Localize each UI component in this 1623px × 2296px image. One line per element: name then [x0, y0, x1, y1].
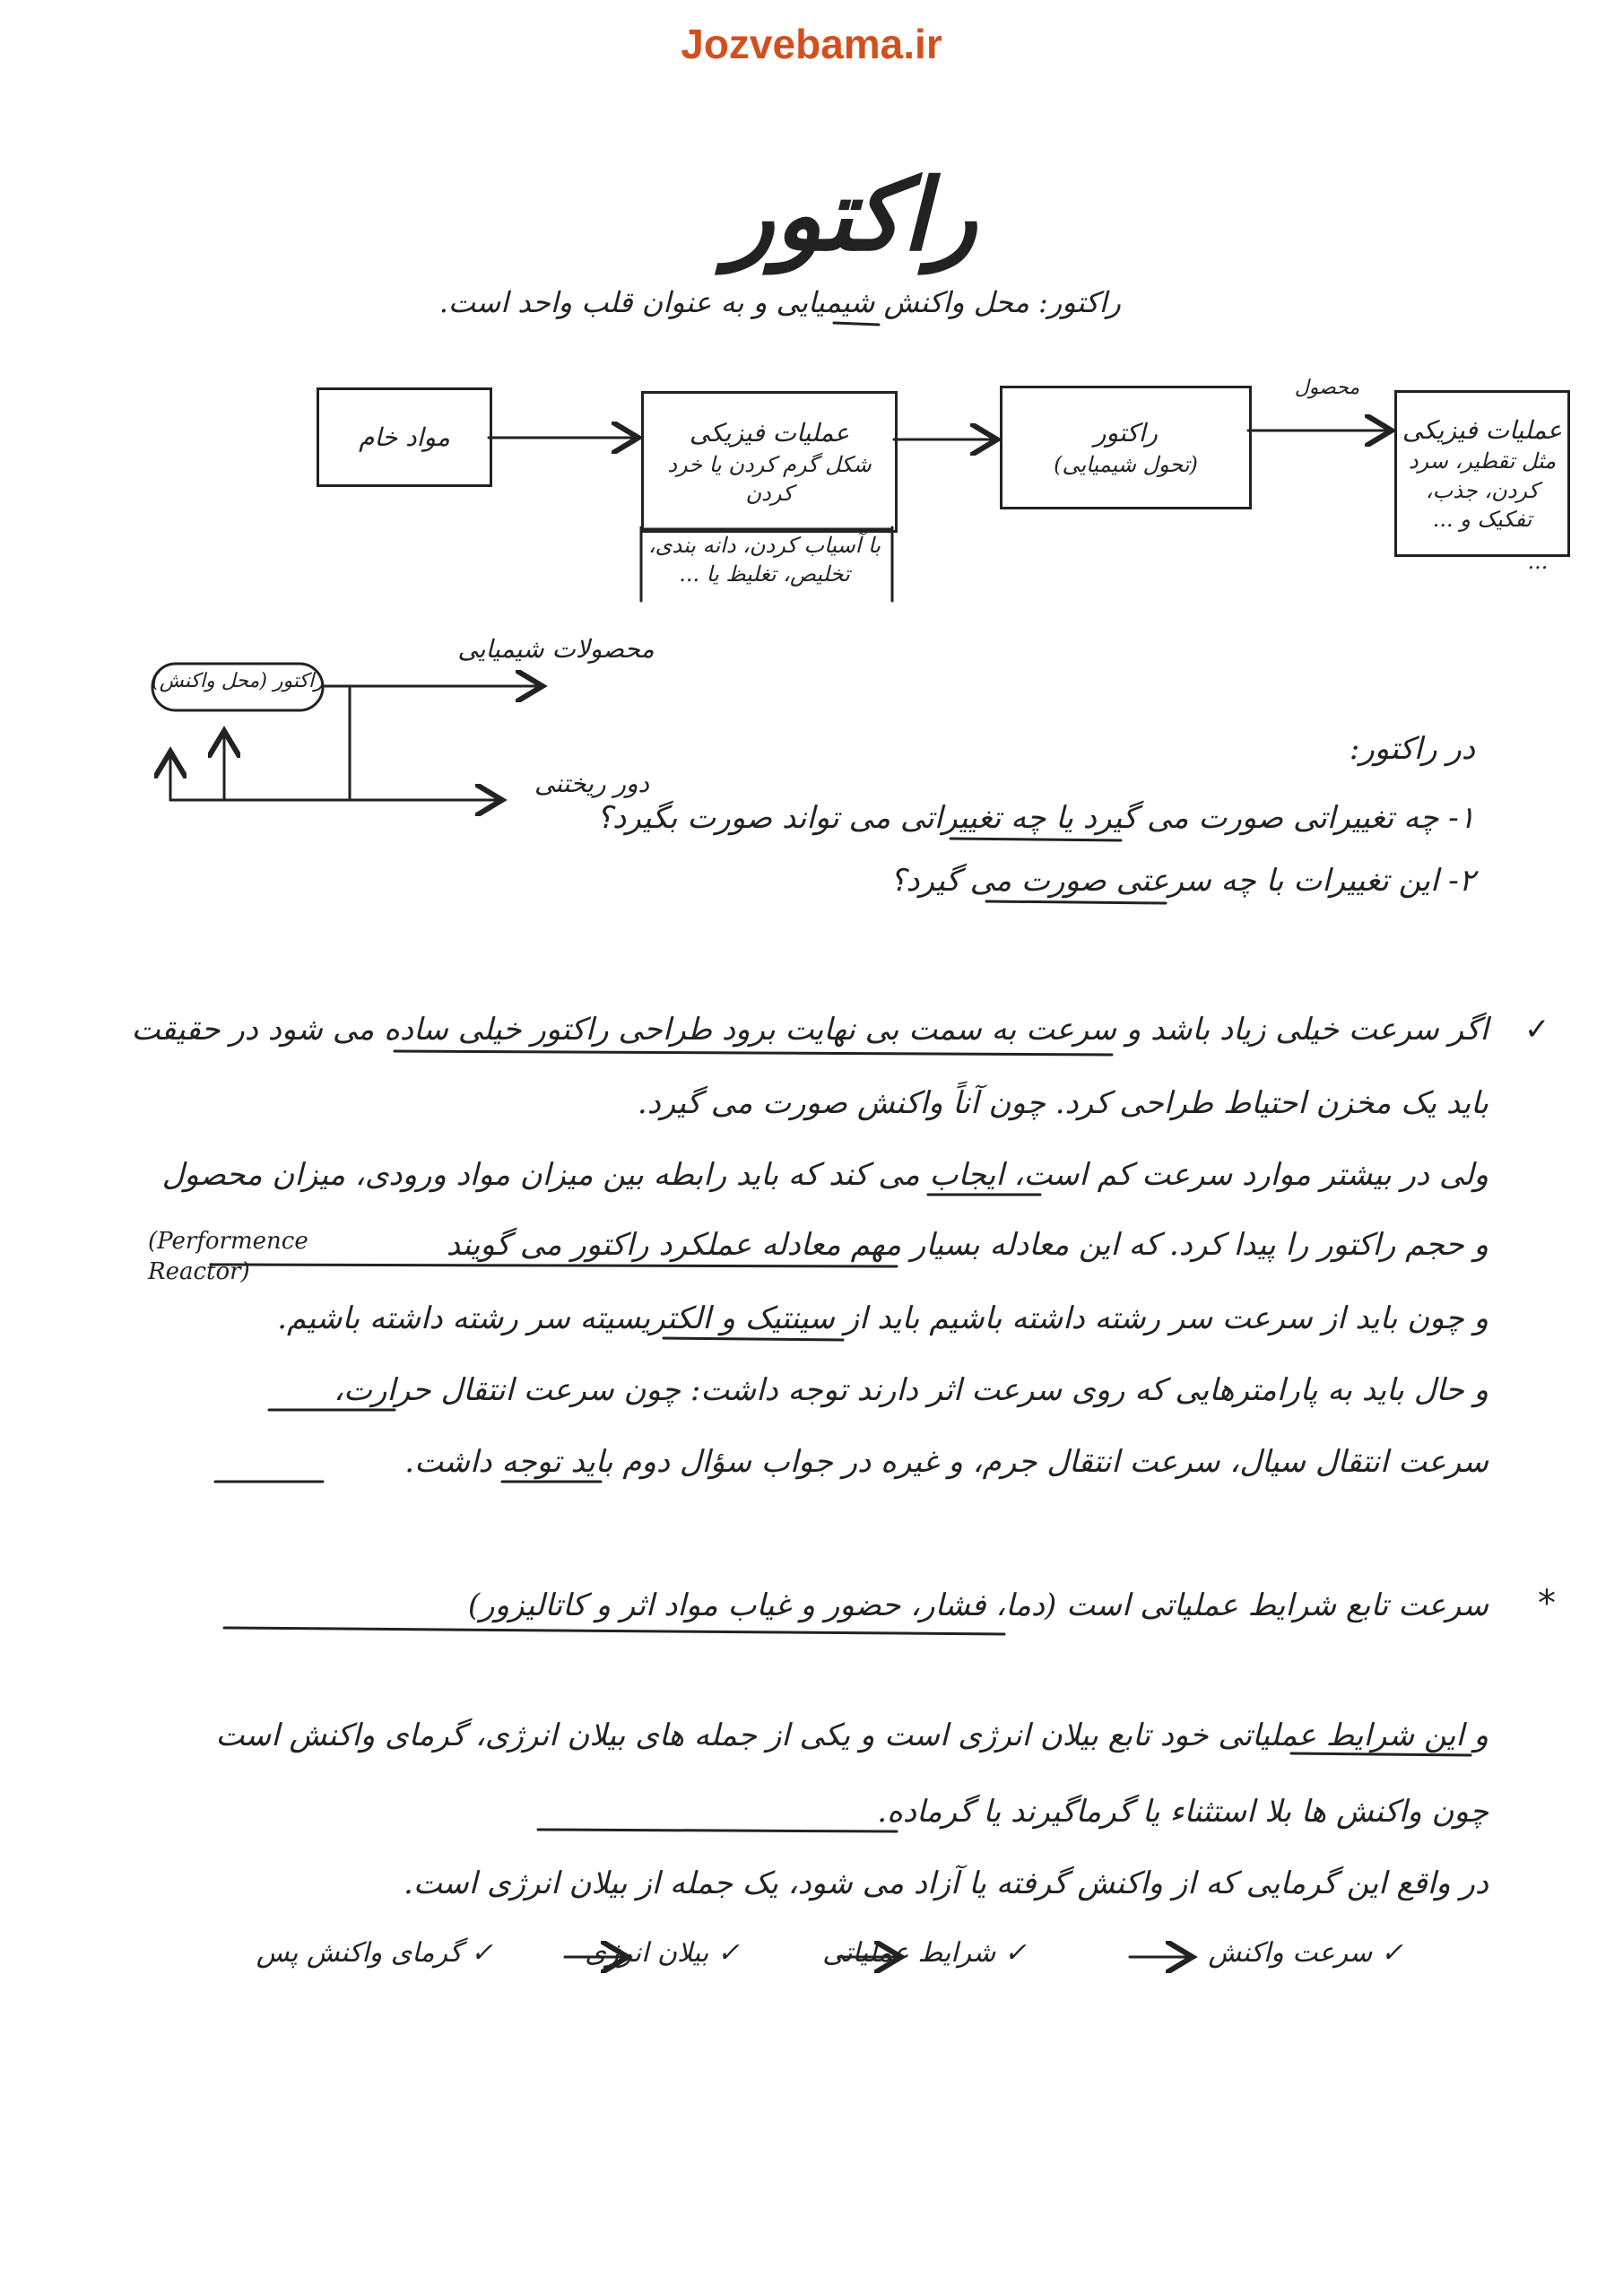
underline-definition [834, 323, 879, 325]
underline-para2 [224, 1628, 1004, 1634]
underline-para1-4 [211, 1265, 897, 1266]
underline-para1-5 [664, 1338, 843, 1340]
reactor-box-sub: (تحول شیمیایی) [1054, 451, 1198, 477]
question-2: ۲- این تغییرات با چه سرعتی صورت می گیرد؟ [890, 863, 1475, 899]
para1-line-1: اگر سرعت خیلی زیاد باشد و سرعت به سمت بی نهایت برود طراحی راکتور خیلی ساده می شود در حقیقت [131, 1012, 1488, 1048]
chain-item-3: ✓ بیلان انرژی [585, 1937, 740, 1969]
physical-ops-sub: شکل گرم کردن یا خرد کردن [667, 451, 872, 506]
check-mark-1: ✓ [1524, 1012, 1550, 1048]
physical-ops-note: با آسیاب کردن، دانه بندی، تخلیص، تغلیظ یا ... [647, 533, 881, 587]
underline-q1 [950, 839, 1121, 840]
para1-line-5: و چون باید از سرعت سر رشته داشته باشیم باید از سینتیک و الکتریسیته سر رشته داشته باشیم. [277, 1300, 1488, 1336]
chain-item-4: ✓ گرمای واکنش پس [256, 1937, 493, 1969]
product-label: محصول [1294, 377, 1360, 399]
star-mark: * [1538, 1583, 1556, 1624]
recycle-reactor-outline [152, 664, 323, 710]
performance-reactor-en: (Performence Reactor) [148, 1228, 308, 1285]
raw-materials-label: مواد خام [359, 422, 450, 452]
question-1: ۱- چه تغییراتی صورت می گیرد یا چه تغییراتی می تواند صورت بگیرد؟ [596, 800, 1475, 836]
para3-line-2: چون واکنش ها بلا استثناء یا گرماگیرند یا گرماده. [877, 1794, 1488, 1830]
para1-line-4: و حجم راکتور را پیدا کرد. که این معادله بسیار مهم معادله عملکرد راکتور می گویند [446, 1227, 1488, 1263]
chain-item-1: ✓ سرعت واکنش [1208, 1937, 1403, 1969]
post-ops-sub: مثل تقطیر، سرد کردن، جذب، تفکیک و ... [1408, 448, 1557, 533]
para1-line-3: ولی در بیشتر موارد سرعت کم است، ایجاب می کند که باید رابطه بین میزان مواد ورودی، میزان محصول [161, 1157, 1488, 1193]
physical-ops-label: عملیات فیزیکی [689, 417, 850, 448]
page-title: راکتور [726, 157, 977, 273]
para1-line-7: سرعت انتقال سیال، سرعت انتقال جرم، و غیره در جواب سؤال دوم باید توجه داشت. [404, 1444, 1488, 1480]
underline-para1-1 [395, 1051, 1112, 1055]
reactor-definition: راکتور: محل واکنش شیمیایی و به عنوان قلب واحد است. [438, 285, 1121, 319]
site-watermark: Jozvebama.ir [681, 21, 942, 67]
post-ops-label: عملیات فیزیکی [1402, 414, 1563, 445]
para1-line-2: باید یک مخزن احتیاط طراحی کرد. چون آناً واکنش صورت می گیرد. [637, 1085, 1488, 1121]
waste-label: دور ریختنی [534, 769, 650, 798]
underline-q2 [986, 901, 1166, 903]
recycle-reactor-label: راکتور (محل واکنش) [152, 670, 324, 692]
underline-para3-2 [538, 1830, 897, 1831]
post-ops-tail: ... [1527, 549, 1549, 574]
questions-intro: در راکتور: [1349, 731, 1475, 767]
chemical-products-label: محصولات شیمیایی [457, 634, 655, 664]
chain-item-2: ✓ شرایط عملیاتی [822, 1937, 1027, 1969]
para2-line-1: سرعت تابع شرایط عملیاتی است (دما، فشار، حضور و غیاب مواد اثر و کاتالیزور) [467, 1587, 1488, 1623]
para3-line-1: و این شرایط عملیاتی خود تابع بیلان انرژی است و یکی از جمله های بیلان انرژی، گرمای واکنش است [215, 1718, 1488, 1753]
reactor-box-label: راکتور [1093, 417, 1159, 448]
para3-line-3: در واقع این گرمایی که از واکنش گرفته یا آزاد می شود، یک جمله از بیلان انرژی است. [404, 1866, 1488, 1901]
underline-para3-1 [1291, 1753, 1471, 1755]
para1-line-6: و حال باید به پارامترهایی که روی سرعت اثر دارند توجه داشت: چون سرعت انتقال حرارت، [334, 1372, 1488, 1408]
